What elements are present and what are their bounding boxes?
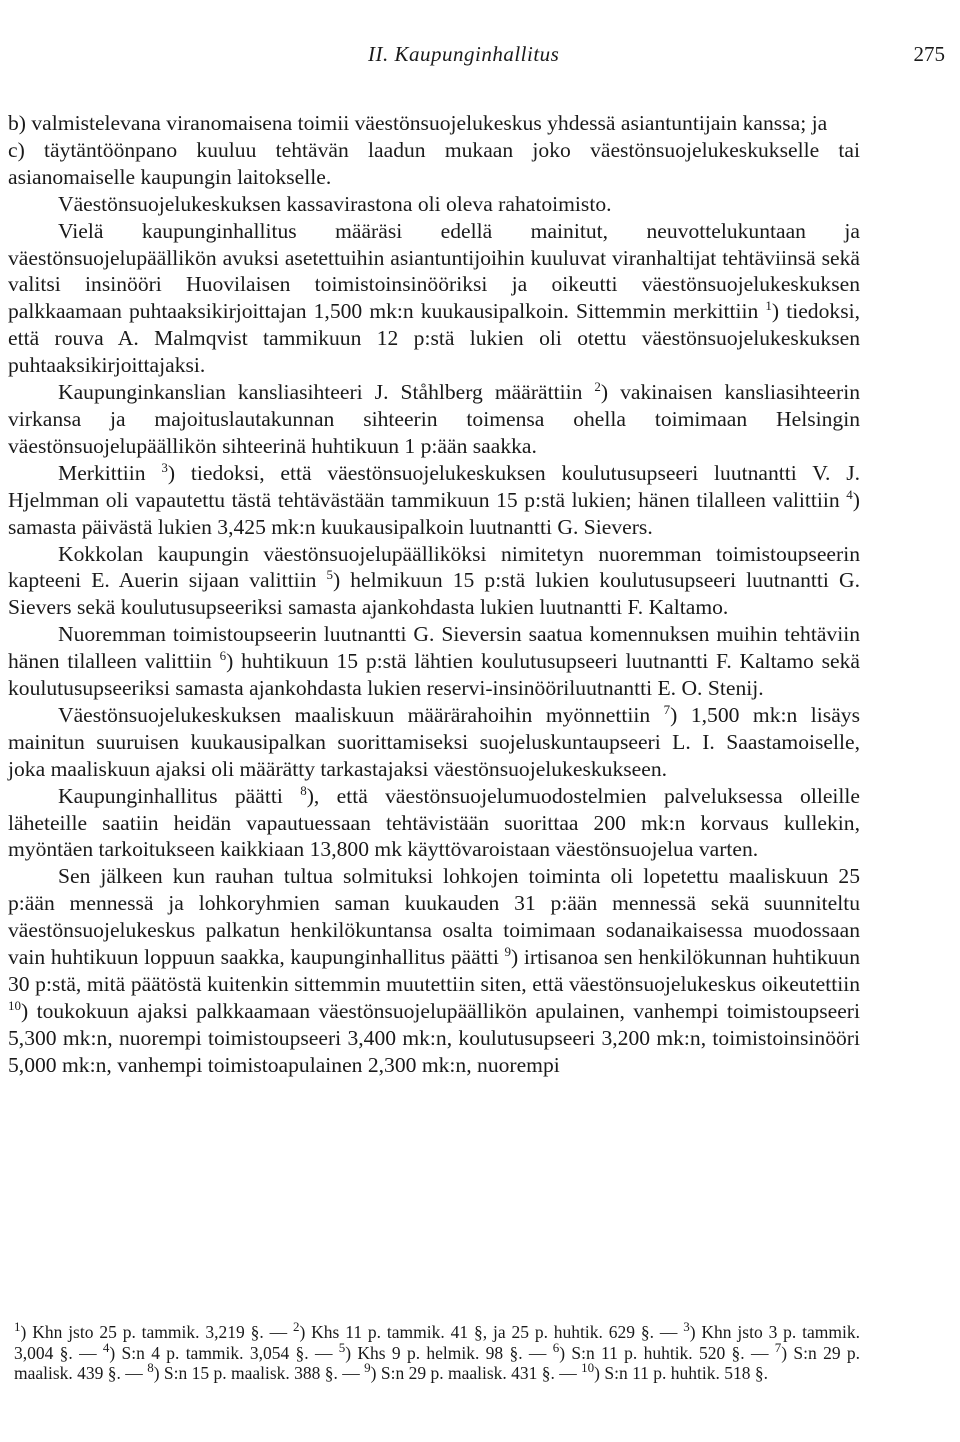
body-paragraph: Merkittiin $^3$) tiedoksi, että väestönsuojelukeskuksen koulutusupseeri luutnantti V. J. Hjelmman oli vapautettu tästä tehtävästään tammikuun 15 p:stä lukien; hänen tilalleen valittiin $^4$) samasta päivästä lukien 3,425 mk:n kuukausipalkoin luutnantti G. Sievers. [8, 459, 861, 539]
body-paragraph: Vielä kaupunginhallitus määräsi edellä mainitut, neuvottelukuntaan ja väestönsuojelupäällikön avuksi asetettuihin asiantuntijoihin kuuluvat viranhaltijat tehtäviinsä sekä valitsi insinööri Huovilaisen toimistoinsinööriksi ja oikeutti väestönsuojelukeskuksen palkkaamaan puhtaaksikirjoittajan 1,500 mk:n kuukausipalkoin. Sittemmin merkittiin $^1$) tiedoksi, että rouva A. Malmqvist tammikuun 12 p:stä lukien oli otettu väestönsuojelukeskuksen puhtaaksikirjoittajaksi. [8, 218, 860, 378]
page-number: 275 [913, 42, 945, 66]
footnote-text: $^1$) Khn jsto 25 p. tammik. 3,219 §. — $^2$) Khs 11 p. tammik. 41 §, ja 25 p. huhtik. 629 §. — $^3$) Khn jsto 3 p. tammik. 3,004 §. — $^4$) S:n 4 p. tammik. 3,054 §. — $^5$) Khs 9 p. helmik. 98 §. — $^6$) S:n 11 p. huhtik. 520 §. — $^7$) S:n 29 p. maalisk. 439 §. — $^8$) S:n 15 p. maalisk. 388 §. — $^9$) S:n 29 p. maalisk. 431 §. — $^{10}$) S:n 11 p. huhtik. 518 §. [14, 1319, 861, 1384]
body-paragraph: Nuoremman toimistoupseerin luutnantti G. Sieversin saatua komennuksen muihin tehtäviin hänen tilalleen valittiin $^6$) huhtikuun 15 p:stä lähtien koulutusupseeri luutnantti F. Kaltamo sekä koulutusupseeriksi samasta ajankohdasta lukien reservi-insinööriluutnantti E. O. Stenij. [8, 622, 861, 701]
body-paragraph: Kaupunginhallitus päätti $^8$), että väestönsuojelumuodostelmien palveluksessa olleille läheteille saatiin heidän vapautuessaan tehtävistään suorittaa 200 mk:n korvaus kullekin, myöntäen tarkoitukseen kaikkiaan 13,800 mk käyttövaroistaan väestönsuojelua varten. [8, 782, 860, 862]
body-paragraph: b) valmistelevana viranomaisena toimii väestönsuojelukeskus yhdessä asiantuntijain kanssa; ja [8, 111, 828, 135]
body-paragraph: Väestönsuojelukeskuksen kassavirastona oli oleva rahatoimisto. [58, 191, 612, 216]
body-text [8, 110, 860, 1079]
body-paragraph: c) täytäntöönpano kuuluu tehtävän laadun mukaan joko väestönsuojelukeskukselle tai asianomaiselle kaupungin laitokselle. [8, 137, 860, 189]
body-paragraph: Kaupunginkanslian kansliasihteeri J. Ståhlberg määrättiin $^2$) vakinaisen kansliasihteerin virkansa ja majoituslautakunnan sihteerin toimensa ohella toimimaan Helsingin väestönsuojelupäällikön sihteerinä huhtikuun 1 p:ään saakka. [8, 378, 860, 458]
body-paragraph: Väestönsuojelukeskuksen maaliskuun määrärahoihin myönnettiin $^7$) 1,500 mk:n lisäys mainitun suuruisen kuukausipalkan suorittamiseksi suojeluskuntaupseeri L. I. Saastamoiselle, joka maaliskuun ajaksi oli määrätty tarkastajaksi väestönsuojelukeskukseen. [8, 701, 860, 781]
footnotes [14, 1319, 861, 1384]
chapter-title: II. Kaupunginhallitus [368, 42, 560, 66]
body-paragraph: Kokkolan kaupungin väestönsuojelupäälliköksi nimitetyn nuoremman toimistoupseerin kapteeni E. Auerin sijaan valittiin $^5$) helmikuun 15 p:stä lukien koulutusupseeri luutnantti G. Sievers sekä koulutusupseeriksi samasta ajankohdasta lukien luutnantti F. Kaltamo. [8, 541, 860, 620]
running-header [8, 42, 945, 76]
body-paragraph: Sen jälkeen kun rauhan tultua solmituksi lohkojen toiminta oli lopetettu maaliskuun 25 p:ään mennessä ja lohkoryhmien saman kuukauden 31 p:ään mennessä sekä suunniteltu väestönsuojelukeskus palkatun henkilökuntansa osalta toimimaan sodanaikaisessa muodossaan vain huhtikuun loppuun saakka, kaupunginhallitus päätti $^9$) irtisanoa sen henkilökunnan huhtikuun 30 p:stä, mitä päätöstä kuitenkin sittemmin muutettiin siten, että väestönsuojelukeskus oikeutettiin $^{10}$) toukokuun ajaksi palkkaamaan väestönsuojelupäällikön apulainen, vanhempi toimistoupseeri 5,300 mk:n, nuorempi toimistoupseeri 3,400 mk:n, koulutusupseeri 3,200 mk:n, toimistoinsinööri 5,000 mk:n, vanhempi toimistoapulainen 2,300 mk:n, nuorempi [8, 864, 861, 1077]
